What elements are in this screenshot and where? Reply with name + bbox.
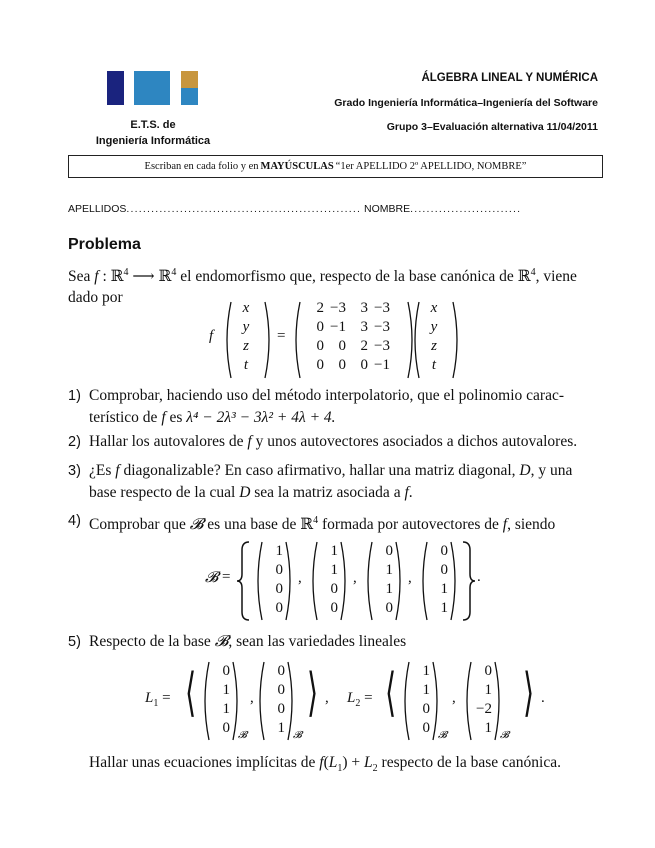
L1-vector-entry: 1 bbox=[222, 682, 230, 698]
basis-vector-entry: 1 bbox=[275, 543, 283, 559]
L2-vector-entry: 0 bbox=[422, 720, 430, 736]
question-3: 3) ¿Es f diagonalizable? En caso afirmativo, hallar una matriz diagonal, D, y una base respecto de la cual D sea la matriz asociada a f. bbox=[68, 462, 573, 501]
name-fields bbox=[68, 203, 601, 215]
problem-heading: Problema bbox=[68, 236, 141, 253]
basis-vector-entry: 0 bbox=[385, 543, 393, 559]
vector-var: z bbox=[431, 338, 437, 354]
L1-vector-entry: 0 bbox=[222, 663, 230, 679]
final-question: Hallar unas ecuaciones implícitas de $f(L_1) + L_2$ respecto de la base canónica. bbox=[89, 754, 561, 775]
vector-var: x bbox=[242, 300, 250, 316]
L2-vector-entry: 0 bbox=[422, 701, 430, 717]
basis-vector-entry: 0 bbox=[385, 600, 393, 616]
linear-varieties: $L_1$ = ⟨ 0 1 1 0 𝓑 0 0 0 1 𝓑 , ⟩ , $L_2$ = ⟨ 1 1 0 0 𝓑 0 1 −2 1 𝓑 , ⟩ . bbox=[145, 660, 565, 745]
basis-vector-entry: 1 bbox=[440, 600, 448, 616]
matrix-entry: 0 bbox=[338, 338, 346, 354]
basis-subscript: 𝓑 bbox=[238, 730, 247, 741]
L2-vector-entry: 1 bbox=[484, 682, 492, 698]
L2-vector-entry: 0 bbox=[484, 663, 492, 679]
apellidos-label: APELLIDOS bbox=[68, 203, 127, 215]
basis-B: 𝓑 = 1 0 0 0 , 1 1 0 0 , 0 1 1 0 , 0 0 1 1 . bbox=[205, 540, 495, 622]
L1-vector-entry: 0 bbox=[277, 663, 285, 679]
comma: , bbox=[353, 570, 357, 586]
apellidos-blank[interactable]: ......................................................... bbox=[126, 203, 362, 215]
matrix-entry: 3 bbox=[360, 300, 368, 316]
nombre-blank[interactable]: ........................... bbox=[410, 203, 522, 215]
basis-vector-entry: 0 bbox=[275, 600, 283, 616]
basis-vector-entry: 0 bbox=[275, 562, 283, 578]
school-name: E.T.S. de Ingeniería Informática bbox=[95, 119, 211, 147]
school-logo bbox=[107, 71, 199, 105]
vector-var: y bbox=[430, 319, 438, 335]
nombre-label: NOMBRE bbox=[363, 203, 411, 215]
matrix-entry: 0 bbox=[360, 357, 368, 373]
basis-vector-entry: 1 bbox=[330, 562, 338, 578]
basis-subscript: 𝓑 bbox=[293, 730, 302, 741]
endomorphism-equation: f x y z t = 2 0 0 0 −3 −1 0 0 3 3 2 0 −3 −3 −3 −1 x y z t bbox=[205, 300, 475, 380]
matrix-entry: 2 bbox=[316, 300, 324, 316]
L1-vector-entry: 1 bbox=[222, 701, 230, 717]
vector-var: z bbox=[243, 338, 249, 354]
basis-vector-entry: 1 bbox=[330, 543, 338, 559]
group-date: Grupo 3–Evaluación alternativa 11/04/2011 bbox=[386, 121, 598, 133]
basis-vector-entry: 1 bbox=[385, 581, 393, 597]
question-5: 5) Respecto de la base 𝓑, sean las variedades lineales bbox=[68, 633, 407, 650]
matrix-entry: −1 bbox=[374, 357, 390, 373]
degree-title: Grado Ingeniería Informática–Ingeniería del Software bbox=[334, 97, 598, 109]
comma: , bbox=[298, 570, 302, 586]
basis-subscript: 𝓑 bbox=[438, 730, 447, 741]
basis-vector-entry: 1 bbox=[385, 562, 393, 578]
matrix-entry: 0 bbox=[316, 319, 324, 335]
L1-vector-entry: 0 bbox=[222, 720, 230, 736]
L2-vector-entry: 1 bbox=[422, 663, 430, 679]
matrix-entry: −1 bbox=[330, 319, 346, 335]
matrix-entry: −3 bbox=[374, 319, 390, 335]
matrix-entry: 0 bbox=[338, 357, 346, 373]
comma: , bbox=[452, 690, 456, 706]
matrix-entry: 0 bbox=[316, 357, 324, 373]
L2-vector-entry: −2 bbox=[476, 701, 492, 717]
basis-subscript: 𝓑 bbox=[500, 730, 509, 741]
L1-vector-entry: 1 bbox=[277, 720, 285, 736]
vector-var: t bbox=[243, 357, 249, 373]
vector-var: t bbox=[431, 357, 437, 373]
comma: , bbox=[408, 570, 412, 586]
question-2: 2) Hallar los autovalores de f y unos autovectores asociados a dichos autovalores. bbox=[68, 433, 578, 450]
question-1: 1) Comprobar, haciendo uso del método interpolatorio, que el polinomio carac- terístico de f es λ⁴ − 2λ³ − 3λ² + 4λ + 4. bbox=[68, 387, 565, 426]
basis-vector-entry: 0 bbox=[330, 581, 338, 597]
L1-vector-entry: 0 bbox=[277, 701, 285, 717]
basis-vector-entry: 0 bbox=[440, 562, 448, 578]
basis-vector-entry: 0 bbox=[275, 581, 283, 597]
course-title: ÁLGEBRA LINEAL Y NUMÉRICA bbox=[421, 72, 598, 84]
basis-vector-entry: 0 bbox=[330, 600, 338, 616]
matrix-entry: −3 bbox=[374, 338, 390, 354]
instruction-box: Escriban en cada folio y en MAYÚSCULAS “1er APELLIDO 2º APELLIDO, NOMBRE” bbox=[68, 155, 603, 178]
L2-vector-entry: 1 bbox=[422, 682, 430, 698]
matrix-entry: 0 bbox=[316, 338, 324, 354]
matrix-entry: 3 bbox=[360, 319, 368, 335]
L2-vector-entry: 1 bbox=[484, 720, 492, 736]
matrix-entry: 2 bbox=[360, 338, 368, 354]
comma: , bbox=[250, 690, 254, 706]
vector-var: y bbox=[242, 319, 250, 335]
basis-vector-entry: 1 bbox=[440, 581, 448, 597]
matrix-entry: −3 bbox=[374, 300, 390, 316]
L1-vector-entry: 0 bbox=[277, 682, 285, 698]
problem-intro: Sea f : ℝ$^4$ ⟶ ℝ$^4$ el endomorfismo que, respecto de la base canónica de ℝ$^4$, viene dado por bbox=[68, 267, 577, 307]
basis-vector-entry: 0 bbox=[440, 543, 448, 559]
matrix-entry: −3 bbox=[330, 300, 346, 316]
question-4: 4) Comprobar que 𝓑 es una base de ℝ$^4$ formada por autovectores de f, siendo bbox=[68, 513, 556, 534]
characteristic-polynomial: λ⁴ − 2λ³ − 3λ² + 4λ + 4. bbox=[186, 409, 336, 426]
vector-var: x bbox=[430, 300, 438, 316]
